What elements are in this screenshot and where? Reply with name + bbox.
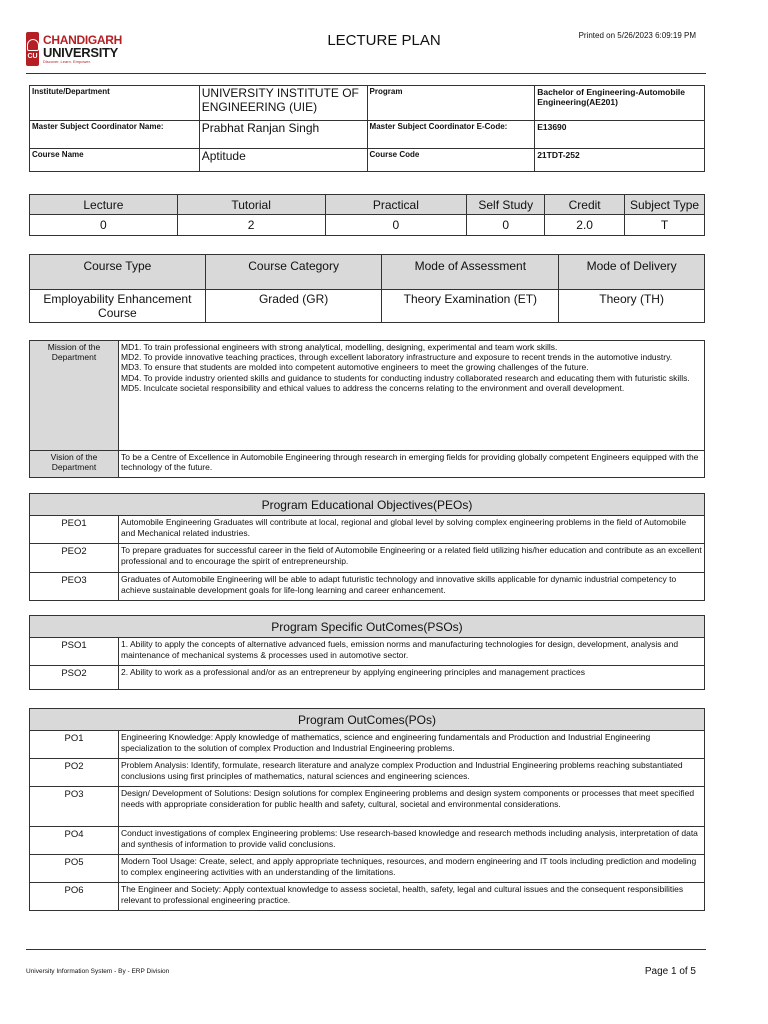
peo-code: PEO1: [30, 516, 119, 544]
course-category-value: Graded (GR): [205, 290, 382, 323]
peo-table: [29, 493, 705, 601]
credit-value: 2.0: [545, 215, 625, 236]
po-code: PO6: [30, 883, 119, 911]
header-credit: Credit: [545, 195, 625, 215]
peo-text: To prepare graduates for successful career in the field of Automobile Engineering or a related field utilizing his/her education and contribute as an excellent professional and to encourage the spirit of entrepreneurship.: [119, 544, 705, 573]
mission-text: [119, 341, 705, 451]
po-title: Program OutComes(POs): [30, 709, 705, 731]
page-header: [0, 0, 768, 75]
mission-item: MD1. To train professional engineers with strong analytical, modelling, designing, experimental and team work skills.: [121, 342, 558, 352]
mission-item: MD3. To ensure that students are molded into competent automotive engineers to meet the growing challenges of the future.: [121, 362, 589, 373]
header-tutorial: Tutorial: [177, 195, 325, 215]
header-mode-delivery: Mode of Delivery: [559, 255, 705, 290]
course-type-table: [29, 254, 705, 323]
mission-item: MD2. To provide innovative teaching practices, through excellent laboratory infrastructure and exposure to recent trends in the automotive industry.: [121, 352, 673, 363]
peo-code: PEO3: [30, 573, 119, 601]
header-lecture: Lecture: [30, 195, 178, 215]
mode-delivery-value: Theory (TH): [559, 290, 705, 323]
mission-label: Mission of the Department: [30, 341, 119, 451]
page-title: LECTURE PLAN: [327, 32, 441, 49]
peo-text: Automobile Engineering Graduates will contribute at local, regional and global level by solving complex engineering problems in the field of Automobile and Mechanical related industries.: [119, 516, 705, 544]
header-mode-assessment: Mode of Assessment: [382, 255, 559, 290]
course-code-label: Course Code: [367, 149, 535, 172]
po-code: PO3: [30, 787, 119, 827]
course-code-value: 21TDT-252: [535, 149, 705, 172]
page-number: Page 1 of 5: [644, 966, 696, 977]
peo-code: PEO2: [30, 544, 119, 573]
po-text: Engineering Knowledge: Apply knowledge of mathematics, science and engineering fundamentals and Production and Industrial Engineering specialization to the solution of complex Production and Industrial Engineering problems.: [119, 731, 705, 759]
po-text: Modern Tool Usage: Create, select, and apply appropriate techniques, resources, and modern engineering and IT tools including prediction and modeling to complex engineering activities with an understanding of the limitations.: [119, 855, 705, 883]
lecture-value: 0: [30, 215, 178, 236]
logo-tagline: Discover. Learn. Empower.: [43, 59, 91, 64]
peo-title: Program Educational Objectives(PEOs): [30, 494, 705, 516]
pso-code: PSO1: [30, 638, 119, 666]
header-course-type: Course Type: [30, 255, 206, 290]
printed-timestamp: Printed on 5/26/2023 6:09:19 PM: [578, 31, 696, 40]
po-text: The Engineer and Society: Apply contextual knowledge to assess societal, health, safety, legal and cultural issues and the consequent responsibilities relevant to professional engineering practice.: [119, 883, 705, 911]
pso-title: Program Specific OutComes(PSOs): [30, 616, 705, 638]
po-code: PO5: [30, 855, 119, 883]
pso-text: 2. Ability to work as a professional and/or as an entrepreneur by applying engineering principles and management practices: [119, 666, 705, 690]
vision-label: Vision of the Department: [30, 451, 119, 478]
self-study-value: 0: [467, 215, 545, 236]
course-name-label: Course Name: [30, 149, 200, 172]
po-text: Design/ Development of Solutions: Design solutions for complex Engineering problems and design system components or processes that meet specified needs with appropriate consideration for public health and safety, cultural, societal and environmental considerations.: [119, 787, 705, 827]
header-subject-type: Subject Type: [625, 195, 705, 215]
ecode-label: Master Subject Coordinator E-Code:: [367, 121, 535, 149]
logo-line-1: CHANDIGARH: [43, 33, 122, 47]
practical-value: 0: [325, 215, 467, 236]
header-practical: Practical: [325, 195, 467, 215]
mission-vision-table: [29, 340, 705, 478]
logo-line-2: UNIVERSITY: [43, 45, 119, 60]
footer-divider: [26, 949, 706, 950]
po-text: Conduct investigations of complex Engineering problems: Use research-based knowledge and research methods including analysis, interpretation of data and synthesis of information to provide valid conclusions.: [119, 827, 705, 855]
header-divider: [26, 73, 706, 74]
mission-item: MD5. Inculcate societal responsibility and ethical values to address the concerns relating to the environment and overall development.: [121, 382, 625, 393]
credits-table: [29, 194, 705, 236]
vision-text: To be a Centre of Excellence in Automobile Engineering through research in emerging fields for providing globally competent Engineers equipped with the technology of the future.: [119, 451, 705, 478]
program-label: Program: [367, 86, 535, 121]
coordinator-label: Master Subject Coordinator Name:: [30, 121, 200, 149]
pso-code: PSO2: [30, 666, 119, 690]
pso-text: 1. Ability to apply the concepts of alternative advanced fuels, emission norms and manufacturing technologies for design, development, analysis and maintenance of mechanical systems & processes used in automotive sector.: [119, 638, 705, 666]
logo-crest-icon: CU: [26, 32, 39, 66]
footer-system-label: University Information System - By - ERP Division: [26, 968, 170, 975]
coordinator-value: Prabhat Ranjan Singh: [199, 121, 367, 149]
subject-type-value: T: [625, 215, 705, 236]
mode-assessment-value: Theory Examination (ET): [382, 290, 559, 323]
course-info-table: [29, 85, 705, 172]
dept-value: UNIVERSITY INSTITUTE OF ENGINEERING (UIE): [199, 86, 367, 121]
header-course-category: Course Category: [205, 255, 382, 290]
po-code: PO2: [30, 759, 119, 787]
dept-label: Institute/Department: [30, 86, 200, 121]
pso-table: [29, 615, 705, 690]
course-type-value: Employability Enhancement Course: [30, 290, 206, 323]
po-code: PO4: [30, 827, 119, 855]
po-code: PO1: [30, 731, 119, 759]
tutorial-value: 2: [177, 215, 325, 236]
course-name-value: Aptitude: [199, 149, 367, 172]
po-table: [29, 708, 705, 911]
po-text: Problem Analysis: Identify, formulate, research literature and analyze complex Production and Industrial Engineering problems reaching substantiated conclusions using first principles of mathematics, natural sciences and engineering sciences.: [119, 759, 705, 787]
header-self-study: Self Study: [467, 195, 545, 215]
mission-item: MD4. To provide industry oriented skills and guidance to students for conducting industry collaborated research and educating them with futuristic skills.: [121, 372, 690, 383]
ecode-value: E13690: [535, 121, 705, 149]
program-value: Bachelor of Engineering-Automobile Engineering(AE201): [535, 86, 705, 121]
peo-text: Graduates of Automobile Engineering will be able to adapt futuristic technology and innovative skills applicable for dynamic industrial competency to achieve sustainable development goals for life-long learning and career enhancement.: [119, 573, 705, 601]
